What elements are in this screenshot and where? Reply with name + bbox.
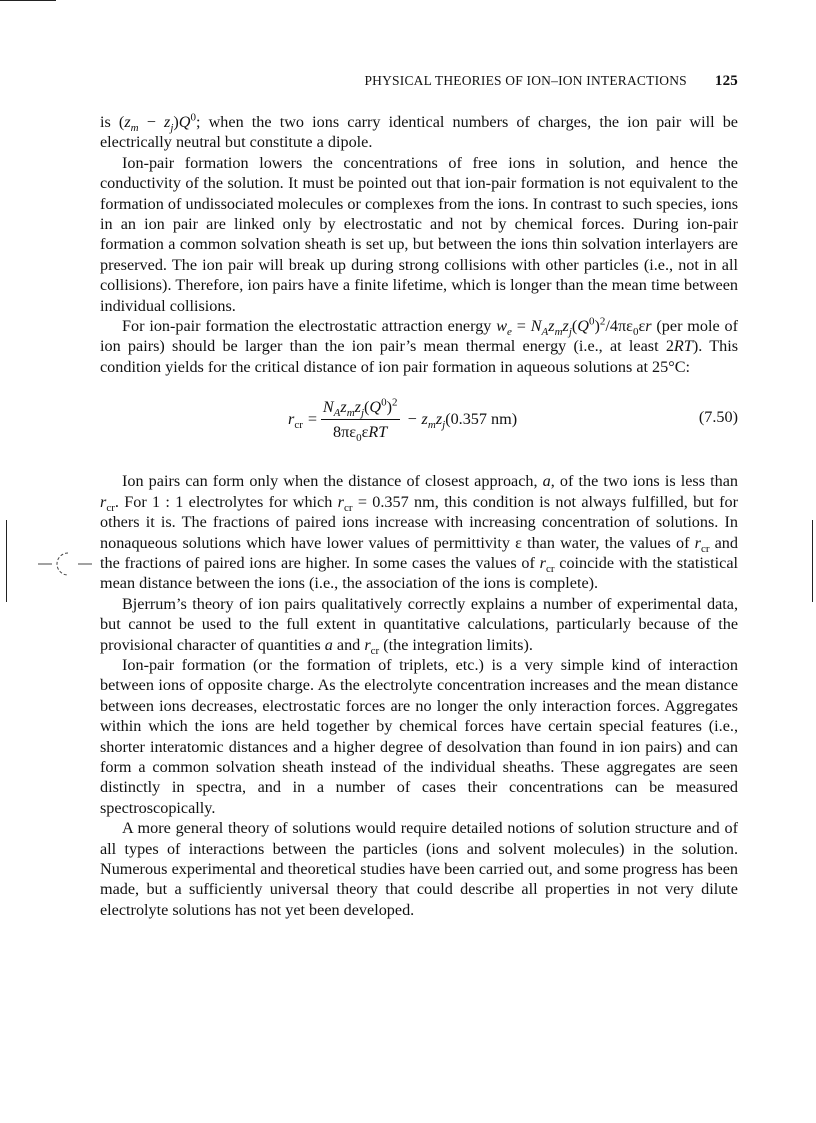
paragraph-2: Ion-pair formation lowers the concentrations of free ions in solution, and hence the conductivity of the solution. It must be pointed out that ion-pair formation is not equivalent to the formation of undissociated molecules or complexes from the ions. In contrast to such species, ions in an ion pair are linked only by electrostatic and not by chemical forces. During ion-pair formation a common solvation sheath is set up, but between the ions thin solvation interlayers are preserved. The ion pair will break up during strong collisions with other particles (i.e., not in all collisions). Therefore, ion pairs have a finite lifetime, which is longer than the mean time between individual collisions. <box>100 153 738 315</box>
equation-constant: (0.357 nm) <box>445 410 518 429</box>
running-header <box>100 73 738 90</box>
paragraph-3: For ion-pair formation the electrostatic attraction energy $w_e = N_Az_mz_j(Q^0)^2/4\pi\varepsilon_0\varepsilon r$ (per mole of ion pairs) should be larger than the ion pair’s mean thermal energy (i.e., at least 2RT). This condition yields for the critical distance of ion pair formation in aqueous solutions at 25°C: <box>100 315 738 376</box>
paragraph-6: Ion-pair formation (or the formation of triplets, etc.) is a very simple kind of interaction between ions of opposite charge. As the electrolyte concentration increases and the mean distance between ions decreases, electrostatic forces are no longer the only interaction forces. Aggregates within which the ions are held together by chemical forces have certain special features (i.e., shorter interatomic distances and a higher degree of desolvation than found in ion pairs) and can form a common solvation sheath instead of the individual sheaths. These aggregates are seen distinctly in spectra, and in a number of cases their concentrations can be measured spectroscopically. <box>100 655 738 817</box>
paragraph-1: is $(z_m - z_j)Q^0$; when the two ions carry identical numbers of charges, the ion pair will be electrically neutral but constitute a dipole. <box>100 111 738 152</box>
paragraph-5: Bjerrum’s theory of ion pairs qualitatively correctly explains a number of experimental data, but cannot be used to the full extent in quantitative calculations, particularly because of the provisional character of quantities a and $r_{cr}$ (the integration limits). <box>100 594 738 657</box>
paragraph-4: Ion pairs can form only when the distance of closest approach, a, of the two ions is less than $r_{cr}$. For 1 : 1 electrolytes for which $r_{cr} = 0.357$ nm, this condition is not always fulfilled, but for others it is. The fractions of paired ions increase with increasing concentration of solutions. In nonaqueous solutions which have lower values of permittivity ε than water, the values of $r_{cr}$ and the fractions of paired ions are higher. In some cases the values of $r_{cr}$ coincide with the statistical mean distance between the ions (i.e., the association of the ions is complete). <box>100 472 739 593</box>
formula-attraction-energy: $w_e = N_Az_mz_j(Q^0)^2/4\pi\varepsilon_0\varepsilon r$ <box>496 315 652 339</box>
body-text <box>100 112 738 920</box>
crop-mark-left <box>6 520 7 602</box>
crop-mark-top-left <box>0 0 56 1</box>
equation-fraction: $\frac{N_Az_mz_j(Q^0)^2}{8\pi\varepsilon_0\varepsilon RT}$ <box>322 396 398 445</box>
equation-number: (7.50) <box>698 408 738 427</box>
running-title: PHYSICAL THEORIES OF ION–ION INTERACTIONS <box>364 73 687 88</box>
equation-body: $r_{cr}$ = $\frac{N_Az_mz_j(Q^0)^2}{8\pi\varepsilon_0\varepsilon RT}$ − $z_mz_j(0.357$ nm) <box>288 396 518 445</box>
crop-mark-right <box>812 520 813 602</box>
paragraph-7: A more general theory of solutions would require detailed notions of solution structure and of all types of interactions between the particles (ions and solvent molecules) in the solution. Numerous experimental and theoretical studies have been carried out, and some progress has been made, but a sufficiently universal theory that could describe all properties in not very dilute electrolyte solutions has not yet been developed. <box>100 819 738 919</box>
equation-7-50 <box>100 391 738 447</box>
registration-mark-icon <box>38 549 92 579</box>
page-number: 125 <box>714 73 738 89</box>
